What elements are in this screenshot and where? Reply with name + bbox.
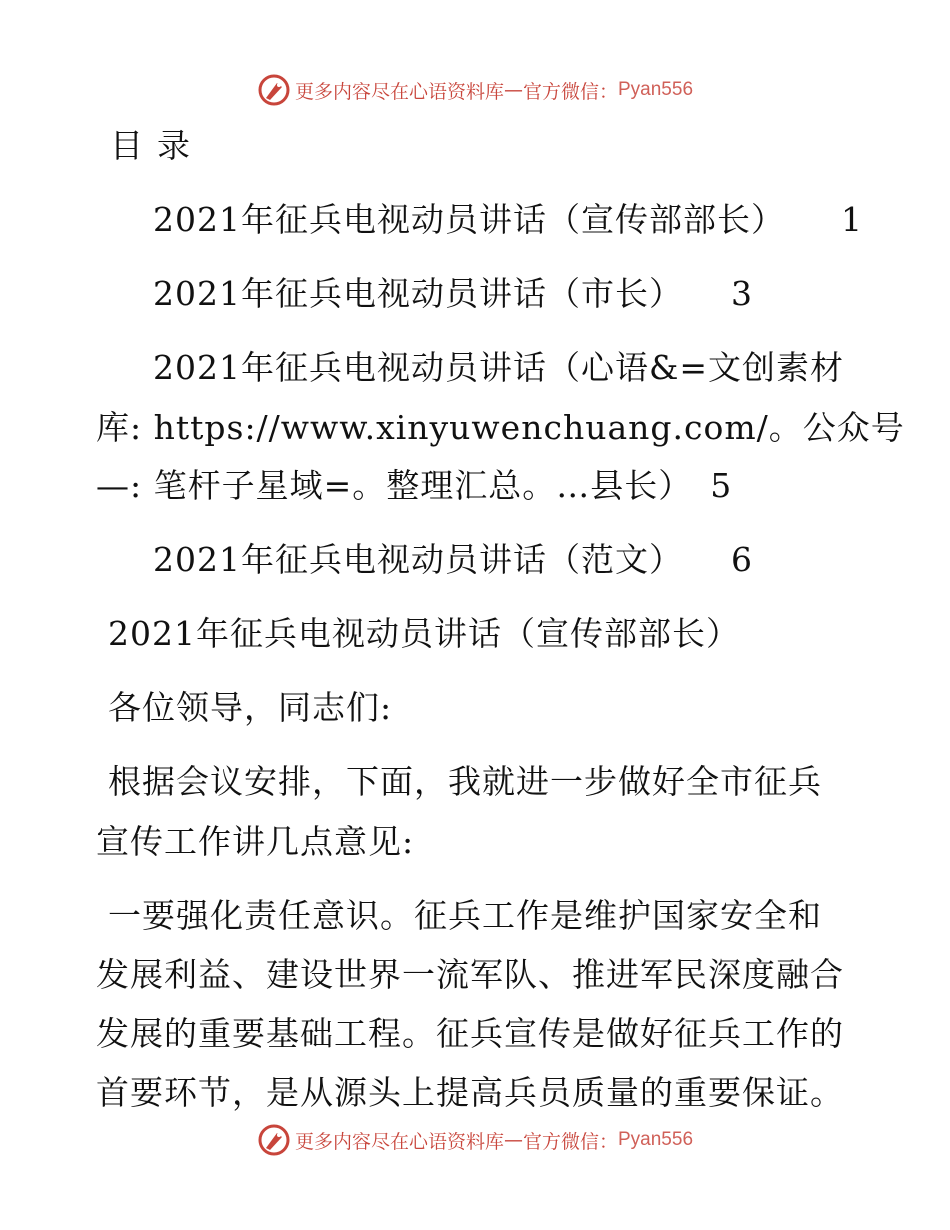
banner-dash: — <box>503 79 523 101</box>
paragraph-line: 发展的重要基础工程。征兵宣传是做好征兵工作的 <box>96 1014 844 1053</box>
pen-nib-logo-icon <box>257 1123 291 1157</box>
toc-entry-title: —: 笔杆子星域=。整理汇总。…县长） <box>96 466 693 505</box>
paragraph-line: 宣传工作讲几点意见: <box>96 822 415 861</box>
toc-entry[interactable] <box>153 540 753 580</box>
toc-title: 目录 <box>110 126 204 165</box>
toc-entry-title: 2021年征兵电视动员讲话（范文） <box>153 540 683 579</box>
toc-entry-page: 6 <box>730 540 753 579</box>
toc-entry[interactable] <box>153 200 863 240</box>
paragraph-line: 根据会议安排，下面，我就进一步做好全市征兵 <box>108 762 822 801</box>
toc-entry-page: 5 <box>710 466 733 505</box>
toc-entry-title: 2021年征兵电视动员讲话（宣传部部长） <box>153 200 785 239</box>
article-heading: 2021年征兵电视动员讲话（宣传部部长） <box>108 614 740 653</box>
toc-entry-page: 1 <box>840 200 863 239</box>
paragraph-line: 一要强化责任意识。征兵工作是维护国家安全和 <box>108 896 822 935</box>
pen-nib-logo-icon <box>257 73 291 107</box>
toc-entry-line[interactable]: 2021年征兵电视动员讲话（心语&=文创素材 <box>153 348 845 387</box>
banner-text: 更多内容尽在心语资料库 <box>294 80 504 103</box>
banner-text: 更多内容尽在心语资料库 <box>294 1130 504 1153</box>
paragraph-line: 首要环节，是从源头上提高兵员质量的重要保证。 <box>96 1073 844 1112</box>
toc-entry-title: 2021年征兵电视动员讲话（市长） <box>153 274 683 313</box>
banner-dash: — <box>503 1129 523 1151</box>
banner-wechat-label: 官方微信： <box>522 80 618 103</box>
toc-entry[interactable] <box>96 466 732 506</box>
header-banner <box>0 70 950 110</box>
toc-entry-page: 3 <box>730 274 753 313</box>
footer-banner <box>0 1120 950 1160</box>
paragraph-line: 发展利益、建设世界一流军队、推进军民深度融合 <box>96 955 844 994</box>
banner-wechat-id: Pyan556 <box>618 1129 694 1150</box>
toc-entry-line[interactable]: 库: https://www.xinyuwenchuang.com/。公众号 <box>96 408 905 447</box>
salutation: 各位领导，同志们: <box>108 688 393 727</box>
banner-wechat-label: 官方微信： <box>522 1130 618 1153</box>
banner-wechat-id: Pyan556 <box>618 79 694 100</box>
toc-entry[interactable] <box>153 274 753 314</box>
